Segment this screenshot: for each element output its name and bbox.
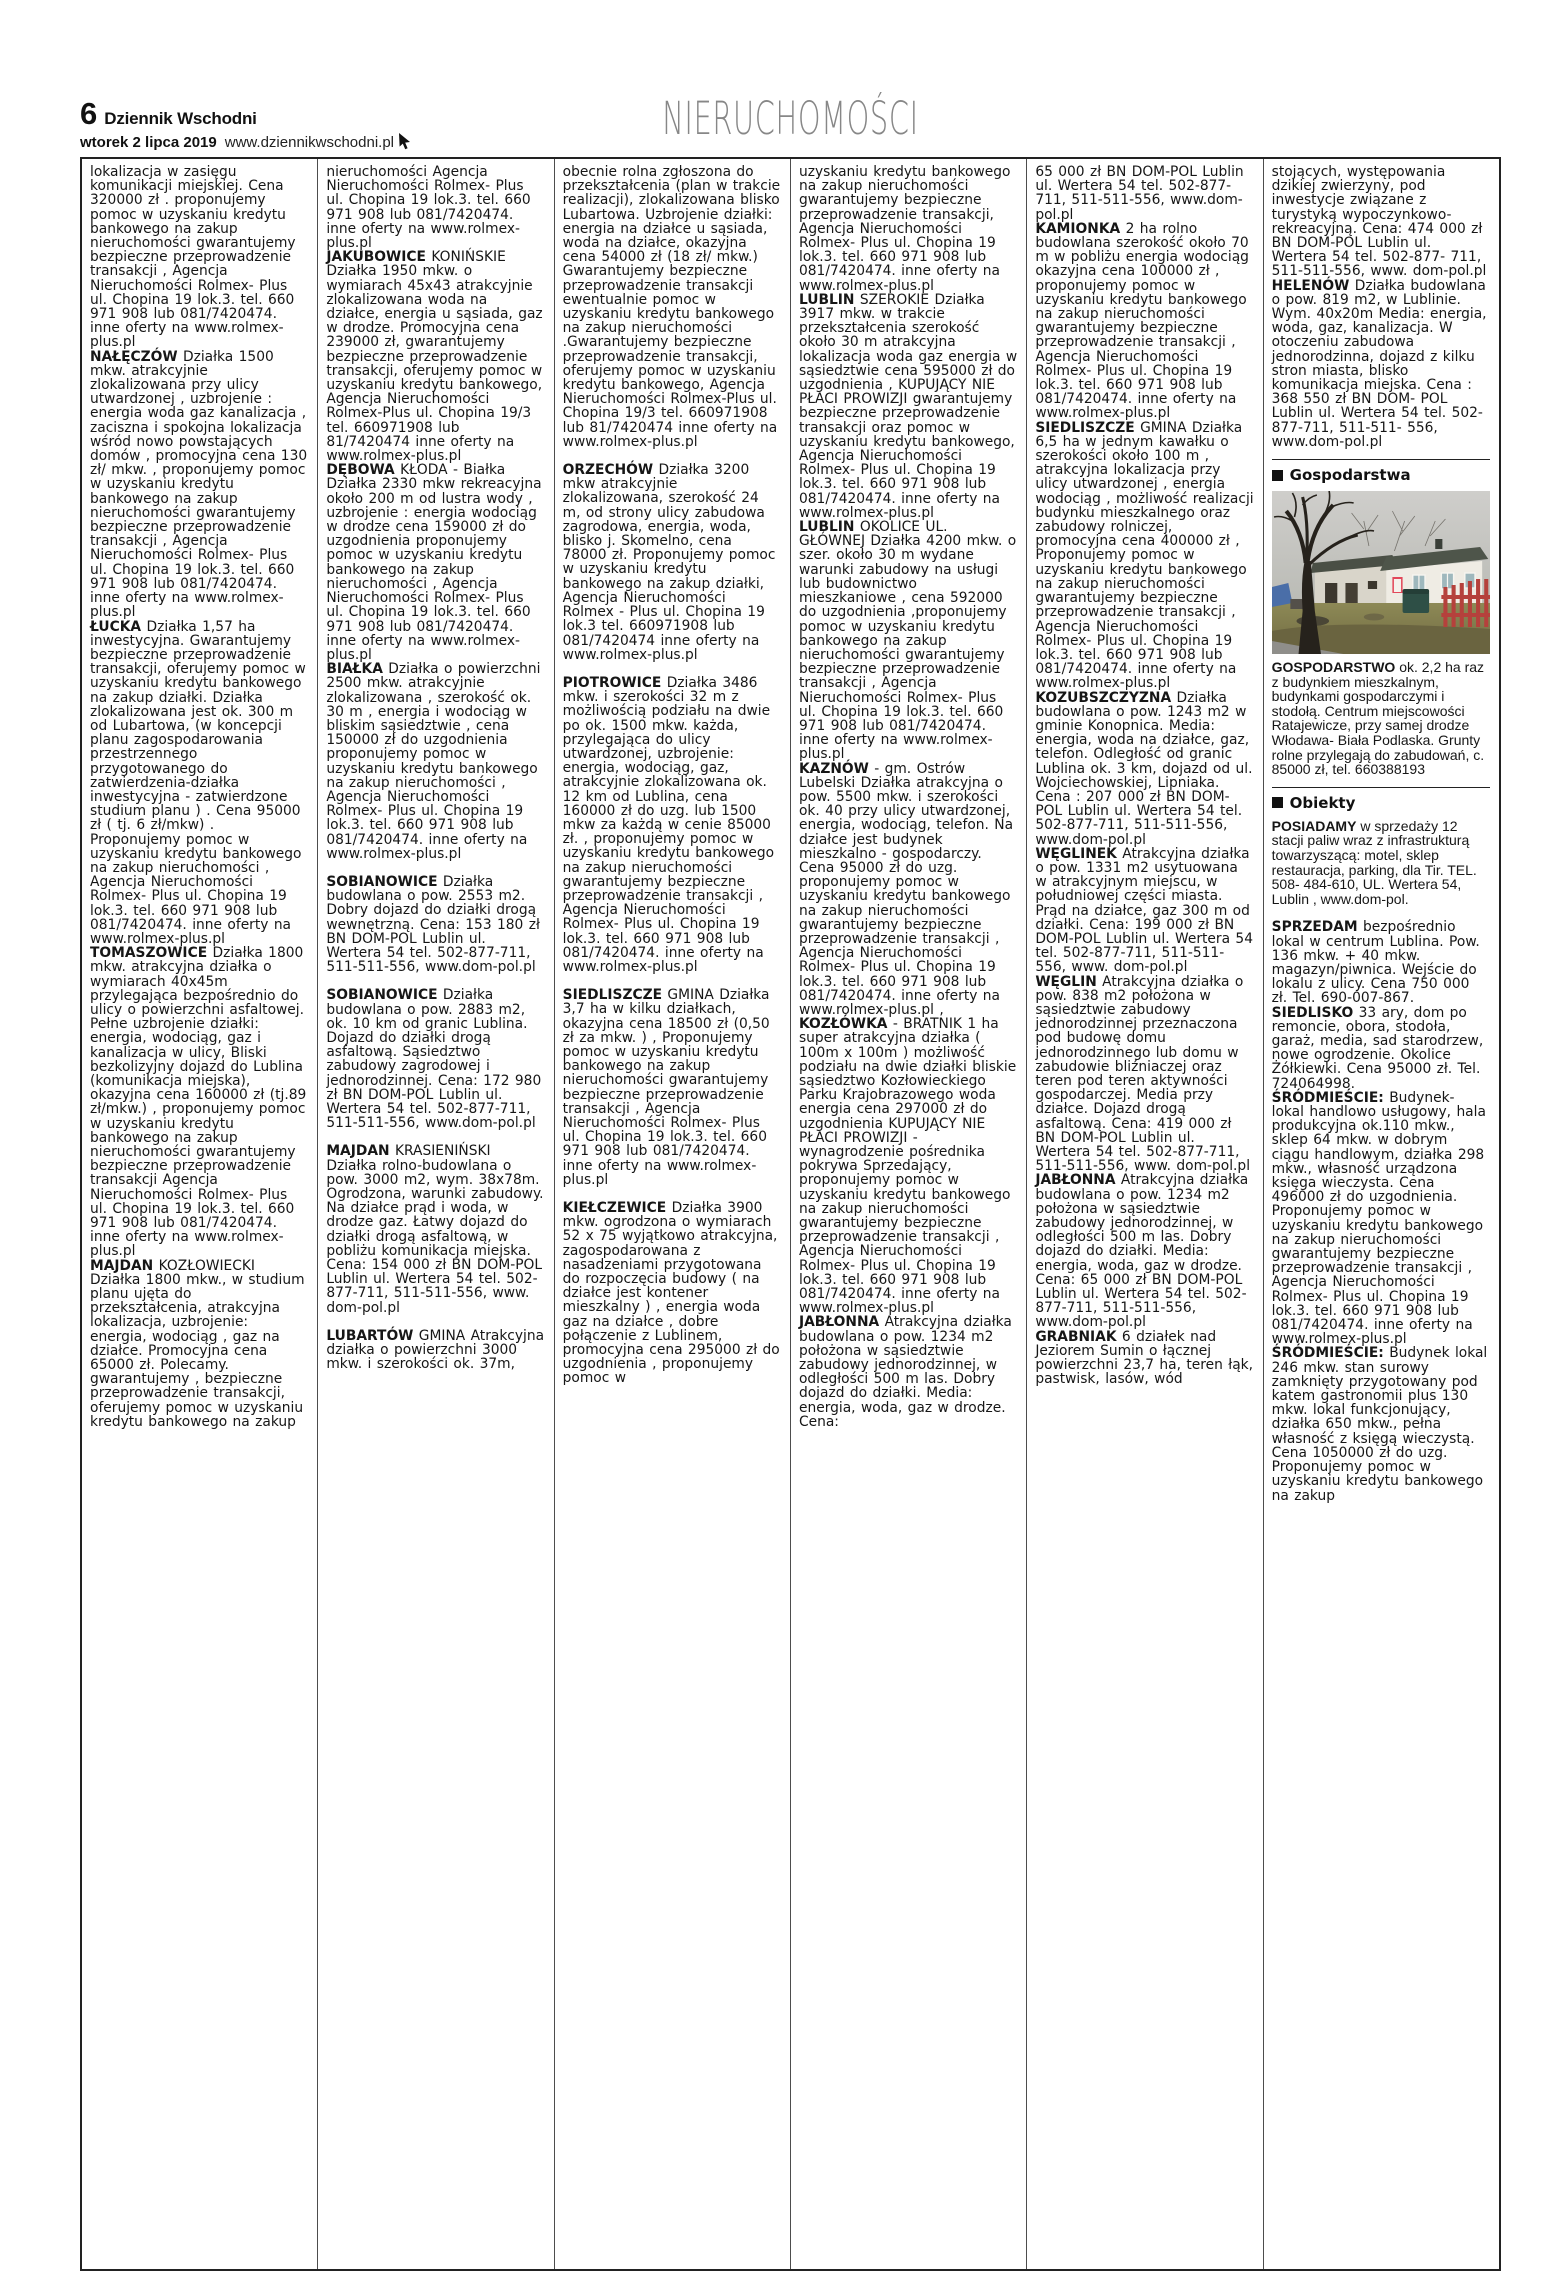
classified-ad: KAMIONKA 2 ha rolno budowlana szerokość około 70 m w pobliżu energia wodociąg okazyjna cena 100000 zł , proponujemy pomoc w uzyskaniu kredytu bankowego na zakup nieruchomości gwarantujemy bezpieczne przeprowadzenie transakcji , Agencja Nieruchomości Rolmex- Plus ul. Chopina 19 lok.3. tel. 660 971 908 lub 081/7420474. inne oferty na www.rolmex-plus.pl (1035, 220, 1249, 422)
ad-locality: WĘGLIN (1035, 973, 1097, 990)
classified-ad: ŁUCKA Działka 1,57 ha inwestycyjna. Gwarantujemy bezpieczne przeprowadzenie transakcji, oferujemy pomoc w uzyskaniu kredytu bankowego na zakup działki. Działka zlokalizowana jest ok. 300 m od Lubartowa, (w koncepcji planu zagospodarowania przestrzennego przygotowanego do zatwierdzenia-działka inwestycyjna - zatwierdzone studium planu ) . Cena 95000 zł ( tj. 6 zł/mkw) . Proponujemy pomoc w uzyskaniu kredytu bankowego na zakup nieruchomości , Agencja Nieruchomości Rolmex- Plus ul. Chopina 19 lok.3. tel. 660 971 908 lub 081/7420474. inne oferty na www.rolmex-plus.pl (90, 618, 306, 947)
ad-locality: KOZUBSZCZYZNA (1035, 689, 1172, 706)
classified-ad: LUBLIN SZEROKIE Działka 3917 mkw. w trakcie przekształcenia szerokość około 30 m atrakcyjna lokalizacja woda gaz energia w sąsiedztwie cena 595000 zł do uzgodnienia , KUPUJĄCY NIE PŁACI PROWIZJI gwarantujemy bezpieczne przeprowadzenie transakcji oraz pomoc w uzyskaniu kredytu bankowego, Agencja Nieruchomości Rolmex- Plus ul. Chopina 19 lok.3. tel. 660 971 908 lub 081/7420474. inne oferty na www.rolmex-plus.pl (798, 291, 1018, 521)
classified-ad: DĘBOWA KŁODA - Białka Działka 2330 mkw rekreacyjna około 200 m od lustra wody , uzbrojenie : energia wodociąg w drodze cena 159000 zł do uzgodnienia proponujemy pomoc w uzyskaniu kredytu bankowego na zakup nieruchomości , Agencja Nieruchomości Rolmex- Plus ul. Chopina 19 lok.3. tel. 660 971 908 lub 081/7420474. inne oferty na www.rolmex-plus.pl (326, 462, 542, 663)
classified-ad: HELENÓW Działka budowlana o pow. 819 m2, w Lublinie. Wym. 40x20m Media: energia, woda, gaz, kanalizacja. W otoczeniu zabudowa jednorodzinna, dojazd z kilku stron miasta, blisko komunikacja miejska. Cena : 368 550 zł BN DOM- POL Lublin ul. Wertera 54 tel. 502-877-711, 511-511- 556, www.dom-pol.pl (1271, 277, 1487, 450)
ad-locality: NAŁĘCZÓW (90, 348, 178, 365)
column-3 (555, 159, 791, 2269)
ad-locality: SIEDLISZCZE (562, 987, 663, 1004)
column-5 (1027, 159, 1263, 2269)
classified-ad: SOBIANOWICE Działka budowlana o pow. 2553 m2. Dobry dojazd do działki drogą wewnętrzną. Cena: 153 180 zł BN DOM-POL Lublin ul. Wertera 54 tel. 502-877-711, 511-511-556, www.dom-pol.pl (326, 873, 540, 976)
classified-ad: JABŁONNA Atrakcyjna działka budowlana o pow. 1234 m2 położona w sąsiedztwie zabudowy jednorodzinnej, w odległości 500 m las. Dobry dojazd do działki. Media: energia, woda, gaz w drodze. Cena: 65 000 zł BN DOM-POL Lublin ul. Wertera 54 tel. 502-877-711, 511-511-556, www.dom-pol.pl (1035, 1172, 1249, 1331)
classified-ad: LUBLIN OKOLICE UL. GŁÓWNEJ Działka 4200 mkw. o szer. około 30 m wydane warunki zabudowy na usługi lub budownictwo mieszkaniowe , cena 592000 do uzgodnienia ,proponujemy pomoc w uzyskaniu kredytu bankowego na zakup nieruchomości gwarantujemy bezpieczne przeprowadzenie transakcji , Agencja Nieruchomości Rolmex- Plus ul. Chopina 19 lok.3. tel. 660 971 908 lub 081/7420474. inne oferty na www.rolmex-plus.pl (798, 519, 1017, 763)
classified-ad: LUBARTÓW GMINA Atrakcyjna działka o powierzchni 3000 mkw. i szerokości ok. 37m, (326, 1327, 545, 1373)
classified-ad: POSIADAMY w sprzedaży 12 stacji paliw wraz z infrastrukturą towarzyszącą: motel, sklep restauracja, parking, dla Tir. TEL. 508- 484-610, UL. Wertera 54, Lublin , www.dom-pol. (1271, 817, 1477, 907)
classified-ad: 65 000 zł BN DOM-POL Lublin ul. Wertera 54 tel. 502-877-711, 511-511-556, www.dom-pol.pl (1035, 164, 1244, 223)
ad-locality: LUBARTÓW (326, 1327, 414, 1344)
ad-locality: SIEDLISZCZE (1035, 419, 1135, 436)
page-title: NIERUCHOMOŚCI (662, 92, 919, 145)
ad-locality: KOZŁÓWKA (798, 1016, 888, 1033)
ad-locality: JABŁONNA (798, 1314, 880, 1331)
section-square-icon (1272, 470, 1283, 481)
ad-locality: KAZNÓW (798, 760, 869, 777)
farm-photo-illustration (1272, 491, 1490, 654)
classified-ad: stojących, występowania dzikiej zwierzyny, pod inwestycje związane z turystyką wypoczynkowo- rekreacyjną. Cena: 474 000 zł BN DOM-POL Lublin ul. Wertera 54 tel. 502-877- 711, 511-511-556, www. dom-pol.pl (1271, 164, 1487, 280)
ad-locality: SOBIANOWICE (326, 987, 438, 1004)
classified-ad: SPRZEDAM bezpośrednio lokal w centrum Lublina. Pow. 136 mkw. + 40 mkw. magazyn/piwnica. Wejście do lokalu z ulicy. Cena 750 000 zł. Tel. 690-007-867. (1271, 919, 1480, 1007)
classified-ad: KOZUBSZCZYZNA Działka budowlana o pow. 1243 m2 w gminie Konopnica. Media: energia, woda na działce, gaz, telefon. Odległość od granic Lublina ok. 3 km, dojazd od ul. Wojciechowskiej, Lipniaka. Cena : 207 000 zł BN DOM-POL Lublin ul. Wertera 54 tel. 502-877-711, 511-511-556, www.dom-pol.pl (1035, 689, 1253, 848)
ad-locality: DĘBOWA (326, 462, 395, 479)
classified-ad: SOBIANOWICE Działka budowlana o pow. 2883 m2, ok. 10 km od granic Lublina. Dojazd do działki drogą asfaltową. Sąsiedztwo zabudowy zagrodowej i jednorodzinnej. Cena: 172 980 zł BN DOM-POL Lublin ul. Wertera 54 tel. 502-877-711, 511-511-556, www.dom-pol.pl (326, 987, 542, 1132)
classified-ad: SIEDLISKO 33 ary, dom po remoncie, obora, stodoła, garaż, media, sad starodrzew, nowe ogrodzenie. Okolice Żółkiewki. Cena 95000 zł. Tel. 724064998. (1271, 1004, 1484, 1092)
column-2 (318, 159, 554, 2269)
issue-date: wtorek 2 lipca 2019 (80, 134, 217, 151)
ad-locality: HELENÓW (1271, 277, 1350, 294)
ad-locality: SOBIANOWICE (326, 873, 438, 890)
ad-locality: ŚRÓDMIEŚCIE: (1271, 1089, 1384, 1106)
classifieds-board (80, 157, 1501, 2271)
section-header-obiekty (1272, 787, 1490, 812)
ad-locality: PIOTROWICE (562, 674, 662, 691)
page-number: 6 (80, 96, 98, 131)
ad-locality: WĘGLINEK (1035, 845, 1117, 862)
classified-ad: BIAŁKA Działka o powierzchni 2500 mkw. atrakcyjnie zlokalizowana , szerokość ok. 30 m , energia i wodociąg w bliskim sąsiedztwie , cena 150000 zł do uzgodnienia proponujemy pomoc w uzyskaniu kredytu bankowego na zakup nieruchomości , Agencja Nieruchomości Rolmex- Plus ul. Chopina 19 lok.3. tel. 660 971 908 lub 081/7420474. inne oferty na www.rolmex-plus.pl (326, 661, 541, 862)
classified-ad: GOSPODARSTWO ok. 2,2 ha raz z budynkiem mieszkalnym, budynkami gospodarczymi i stodołą. Centrum miejscowości Ratajewicze, przy samej drodze Włodawa- Biała Podlaska. Grunty rolne przylegają do zabudowań, c. 85000 zł, tel. 660388193 (1271, 659, 1485, 778)
ad-locality: GOSPODARSTWO (1271, 659, 1396, 676)
classified-ad: KOZŁÓWKA - BRATNIK 1 ha super atrakcyjna działka ( 100m x 100m ) możliwość podziału na dwie działki bliskie sąsiedztwo Kozłowieckiego Parku Krajobrazowego woda energia cena 297000 zł do uzgodnienia KUPUJĄCY NIE PŁACI PROWIZJI -wynagrodzenie pośrednika pokrywa Sprzedający, proponujemy pomoc w uzyskaniu kredytu bankowego na zakup nieruchomości gwarantujemy bezpieczne przeprowadzenie transakcji , Agencja Nieruchomości Rolmex- Plus ul. Chopina 19 lok.3. tel. 660 971 908 lub 081/7420474. inne oferty na www.rolmex-plus.pl (798, 1016, 1017, 1317)
ad-locality: MAJDAN (90, 1257, 154, 1274)
classified-ad: uzyskaniu kredytu bankowego na zakup nieruchomości gwarantujemy bezpieczne przeprowadzenie transakcji, Agencja Nieruchomości Rolmex- Plus ul. Chopina 19 lok.3. tel. 660 971 908 lub 081/7420474. inne oferty na www.rolmex-plus.pl (798, 164, 1011, 294)
classified-ad: TOMASZOWICE Działka 1800 mkw. atrakcyjna działka o wymiarach 40x45m przylegająca bezpośrednio do ulicy o powierzchni asfaltowej. Pełne uzbrojenie działki: energia, wodociąg, gaz i kanalizacja w ulicy, Bliski bezkolizyjny dojazd do Lublina (komunikacja miejska), okazyjna cena 160000 zł (tj.89 zł/mkw.) , proponujemy pomoc w uzyskaniu kredytu bankowego na zakup nieruchomości gwarantujemy bezpieczne przeprowadzenie transakcji Agencja Nieruchomości Rolmex- Plus ul. Chopina 19 lok.3. tel. 660 971 908 lub 081/7420474. inne oferty na www.rolmex-plus.pl (90, 945, 307, 1260)
section-square-icon (1272, 797, 1283, 808)
ad-locality: GRABNIAK (1035, 1328, 1117, 1345)
ad-locality: LUBLIN (798, 519, 855, 536)
column-6 (1264, 159, 1499, 2269)
ad-locality: LUBLIN (798, 291, 855, 308)
section-header-gospodarstwa (1272, 459, 1490, 484)
classified-ad: NAŁĘCZÓW Działka 1500 mkw. atrakcyjnie zlokalizowana przy ulicy utwardzonej , uzbrojenie : energia woda gaz kanalizacja , zaciszna i spokojna lokalizacja wśród nowo powstających domów , promocyjna cena 130 zł/ mkw. , proponujemy pomoc w uzyskaniu kredytu bankowego na zakup nieruchomości gwarantujemy bezpieczne przeprowadzenie transakcji , Agencja Nieruchomości Rolmex- Plus ul. Chopina 19 lok.3. tel. 660 971 908 lub 081/7420474. inne oferty na www.rolmex-plus.pl (90, 348, 308, 621)
ad-locality: POSIADAMY (1271, 817, 1357, 834)
ad-locality: TOMASZOWICE (90, 945, 208, 962)
ad-locality: ŁUCKA (90, 618, 142, 635)
classified-ad: WĘGLINEK Atrakcyjna działka o pow. 1331 m2 usytuowana w atrakcyjnym miejscu, w południowej części miasta. Prąd na działce, gaz 300 m od działki. Cena: 199 000 zł BN DOM-POL Lublin ul. Wertera 54 tel. 502-877-711, 511-511-556, www. dom-pol.pl (1035, 845, 1253, 976)
ad-locality: SIEDLISKO (1271, 1004, 1354, 1021)
classified-ad: PIOTROWICE Działka 3486 mkw. i szerokości 32 m z możliwością podziału na dwie po ok. 1500 mkw. każda, przylegająca do ulicy utwardzonej, uzbrojenie: energia, wodociąg, gaz, atrakcyjnie zlokalizowana ok. 12 km od Lublina, cena 160000 zł do uzg. lub 1500 mkw za każdą w cenie 85000 zł. , proponujemy pomoc w uzyskaniu kredytu bankowego na zakup nieruchomości gwarantujemy bezpieczne przeprowadzenie transakcji , Agencja Nieruchomości Rolmex- Plus ul. Chopina 19 lok.3. tel. 660 971 908 lub 081/7420474. inne oferty na www.rolmex-plus.pl (562, 674, 775, 975)
classified-ad: obecnie rolna zgłoszona do przekształcenia (plan w trakcie realizacji), zlokalizowana blisko Lubartowa. Uzbrojenie działki: energia na działce u sąsiada, woda na działce, okazyjna cena 54000 zł (18 zł/ mkw.) Gwarantujemy bezpieczne przeprowadzenie transakcji ewentualnie pomoc w uzyskaniu kredytu bankowego na zakup nieruchomości .Gwarantujemy bezpieczne przeprowadzenie transakcji, oferujemy pomoc w uzyskaniu kredytu bankowego, Agencja Nieruchomości Rolmex-Plus ul. Chopina 19/3 tel. 660971908 lub 81/7420474 inne oferty na www.rolmex-plus.pl (562, 164, 781, 450)
ad-locality: JAKUBOWICE (326, 249, 426, 266)
classified-ad: SIEDLISZCZE GMINA Działka 3,7 ha w kilku działkach, okazyjna cena 18500 zł (0,50 zł za mkw. ) , Proponujemy pomoc w uzyskaniu kredytu bankowego na zakup nieruchomości gwarantujemy bezpieczne przeprowadzenie transakcji , Agencja Nieruchomości Rolmex- Plus ul. Chopina 19 lok.3. tel. 660 971 908 lub 081/7420474. inne oferty na www.rolmex-plus.pl (562, 987, 770, 1188)
classified-ad: WĘGLIN Atrakcyjna działka o pow. 838 m2 położona w sąsiedztwie zabudowy jednorodzinnej przeznaczona pod budowę domu jednorodzinnego lub domu w zabudowie bliźniaczej oraz teren pod teren aktywności gospodarczej. Media przy działce. Dojazd drogą asfaltową. Cena: 419 000 zł BN DOM-POL Lublin ul. Wertera 54 tel. 502-877-711, 511-511-556, www. dom-pol.pl (1035, 973, 1251, 1175)
classified-ad: ŚRÓDMIEŚCIE: Budynek lokal 246 mkw. stan surowy zamknięty przygotowany pod katem gastronomii plus 130 mkw. lokal funkcjonujący, działka 650 mkw., pełna własność z księgą wieczystą. Cena 1050000 zł do uzg. Proponujemy pomoc w uzyskaniu kredytu bankowego na zakup (1271, 1345, 1488, 1504)
section-label: Gospodarstwa (1289, 466, 1411, 485)
ad-locality: SPRZEDAM (1271, 919, 1358, 936)
ad-locality: KIEŁCZEWICE (562, 1200, 667, 1217)
newspaper-title: Dziennik Wschodni (104, 109, 257, 128)
ad-locality: BIAŁKA (326, 661, 383, 678)
section-label: Obiekty (1289, 793, 1356, 812)
classified-ad: ORZECHÓW Działka 3200 mkw atrakcyjnie zlokalizowana, szerokość 24 m, od strony ulicy zabudowa zagrodowa, energia, woda, blisko j. Skomelno, cena 78000 zł. Proponujemy pomoc w uzyskaniu kredytu bankowego na zakup działki, Agencja Nieruchomości Rolmex - Plus ul. Chopina 19 lok.3 tel. 660971908 lub 081/7420474 inne oferty na www.rolmex-plus.pl (562, 462, 776, 663)
column-4 (791, 159, 1027, 2269)
classified-ad: MAJDAN KRASIENIŃSKI Działka rolno-budowlana o pow. 3000 m2, wym. 38x78m. Ogrodzona, warunki zabudowy. Na działce prąd i woda, w drodze gaz. Łatwy dojazd do działki drogą asfaltową, w pobliżu komunikacja miejska. Cena: 154 000 zł BN DOM-POL Lublin ul. Wertera 54 tel. 502-877-711, 511-511-556, www. dom-pol.pl (326, 1143, 544, 1316)
ad-locality: KAMIONKA (1035, 220, 1121, 237)
classified-ad: ŚRÓDMIEŚCIE: Budynek- lokal handlowo usługowy, hala produkcyjna ok.110 mkw., sklep 64 mkw. w dobrym ciągu handlowym, działka 298 mkw., własność urządzona księga wieczysta. Cena 496000 zł do uzgodnienia. Proponujemy pomoc w uzyskaniu kredytu bankowego na zakup nieruchomości gwarantujemy bezpieczne przeprowadzenie transakcji , Agencja Nieruchomości Rolmex- Plus ul. Chopina 19 lok.3. tel. 660 971 908 lub 081/7420474. inne oferty na www.rolmex-plus.pl (1271, 1089, 1486, 1348)
classified-ad: SIEDLISZCZE GMINA Działka 6,5 ha w jednym kawałku o szerokości około 100 m , atrakcyjna lokalizacja przy ulicy utwardzonej , energia wodociąg , możliwość realizacji budynku mieszkalnego oraz zabudowy rolniczej, promocyjna cena 400000 zł , Proponujemy pomoc w uzyskaniu kredytu bankowego na zakup nieruchomości gwarantujemy bezpieczne przeprowadzenie transakcji , Agencja Nieruchomości Rolmex- Plus ul. Chopina 19 lok.3. tel. 660 971 908 lub 081/7420474. inne oferty na www.rolmex-plus.pl (1035, 419, 1254, 692)
newspaper-website: www.dziennikwschodni.pl (224, 134, 394, 151)
classified-ad: lokalizacja w zasięgu komunikacji miejskiej. Cena 320000 zł . proponujemy pomoc w uzyskaniu kredytu bankowego na zakup nieruchomości gwarantujemy bezpieczne przeprowadzenie transakcji , Agencja Nieruchomości Rolmex- Plus ul. Chopina 19 lok.3. tel. 660 971 908 lub 081/7420474. inne oferty na www.rolmex-plus.pl (90, 164, 296, 351)
ad-locality: JABŁONNA (1035, 1172, 1116, 1189)
ad-locality: MAJDAN (326, 1143, 390, 1160)
column-1 (82, 159, 318, 2269)
classified-ad: KAZNÓW - gm. Ostrów Lubelski Działka atrakcyjna o pow. 5500 mkw. i szerokości ok. 40 przy ulicy utwardzonej, energia, wodociąg, telefon. Na działce jest budynek mieszkalno - gospodarczy. Cena 95000 zł do uzg. proponujemy pomoc w uzyskaniu kredytu bankowego na zakup nieruchomości gwarantujemy bezpieczne przeprowadzenie transakcji , Agencja Nieruchomości Rolmex- Plus ul. Chopina 19 lok.3. tel. 660 971 908 lub 081/7420474. inne oferty na www.rolmex-plus.pl , (798, 760, 1014, 1018)
ad-locality: ŚRÓDMIEŚCIE: (1271, 1345, 1384, 1362)
ad-locality: ORZECHÓW (562, 462, 654, 479)
classified-ad: GRABNIAK 6 działek nad Jeziorem Sumin o łącznej powierzchni 23,7 ha, teren łąk, pastwisk, lasów, wód (1035, 1328, 1254, 1388)
classified-ad: nieruchomości Agencja Nieruchomości Rolmex- Plus ul. Chopina 19 lok.3. tel. 660 971 908 lub 081/7420474. inne oferty na www.rolmex-plus.pl (326, 164, 531, 252)
classified-ad: KIEŁCZEWICE Działka 3900 mkw. ogrodzona o wymiarach 52 x 75 wyjątkowo atrakcyjna, zagospodarowana z nasadzeniami przygotowana do rozpoczęcia budowy ( na działce jest kontener mieszkalny ) , energia woda gaz na działce , dobre połączenie z Lublinem, promocyjna cena 295000 zł do uzgodnienia , proponujemy pomoc w (562, 1200, 780, 1387)
classified-ad: JAKUBOWICE KONIŃSKIE Działka 1950 mkw. o wymiarach 45x43 atrakcyjnie zlokalizowana woda na działce, energia u sąsiada, gaz w drodze. Promocyjna cena 239000 zł, gwarantujemy bezpieczne przeprowadzenie transakcji, oferujemy pomoc w uzyskaniu kredytu bankowego, Agencja Nieruchomości Rolmex-Plus ul. Chopina 19/3 tel. 660971908 lub 81/7420474 inne oferty na www.rolmex-plus.pl (326, 249, 543, 465)
farm-photo (1272, 491, 1490, 654)
classified-ad: JABŁONNA Atrakcyjna działka budowlana o pow. 1234 m2 położona w sąsiedztwie zabudowy jednorodzinnej, w odległości 500 m las. Dobry dojazd do działki. Media: energia, woda, gaz w drodze. Cena: (798, 1314, 1012, 1430)
classified-ad: MAJDAN KOZŁOWIECKI Działka 1800 mkw., w studium planu ujęta do przekształcenia, atrakcyjna lokalizacja, uzbrojenie: energia, wodociąg , gaz na działce. Promocyjna cena 65000 zł. Polecamy. gwarantujemy , bezpieczne przeprowadzenie transakcji, oferujemy pomoc w uzyskaniu kredytu bankowego na zakup (90, 1257, 305, 1430)
